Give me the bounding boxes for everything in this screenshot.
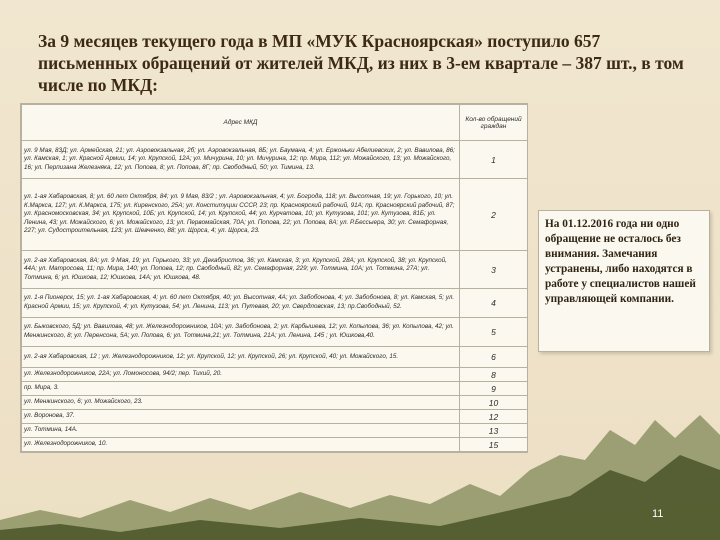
count-cell: 10: [460, 396, 528, 410]
status-note-text: На 01.12.2016 года ни одно обращение не осталось без внимания. Замечания устранены, либо находятся в работе у специалистов нашей управляющей компании.: [545, 218, 696, 305]
table-row: [22, 289, 528, 318]
address-cell: ул. 2-ая Хабаровская, 12 ; ул. Железнодорожников, 12; ул. Крупской, 12; ул. Крупской, 26; ул. Крупской, 40; ул. Можайского, 15.: [22, 347, 460, 368]
complaints-table: [21, 104, 528, 452]
table-row: [22, 141, 528, 179]
table-header-row: [22, 105, 528, 141]
header-count: Кол-во обращений граждан: [460, 105, 528, 141]
count-cell: 5: [460, 318, 528, 347]
table-row: [22, 410, 528, 424]
table-row: [22, 424, 528, 438]
table-row: [22, 179, 528, 251]
header-address: Адрес МКД: [22, 105, 460, 141]
count-cell: 3: [460, 251, 528, 289]
count-cell: 9: [460, 382, 528, 396]
address-cell: ул. Воронова, 37.: [22, 410, 460, 424]
count-cell: 1: [460, 141, 528, 179]
count-cell: 6: [460, 347, 528, 368]
address-cell: ул. 2-ая Хабаровская, 8А; ул. 9 Мая, 19; ул. Горького, 33; ул. Декабристов, 36; ул. Камская, 3; ул. Крупской, 28А; ул. Крупской, 38; ул. Крупской, 44А; ул. Матросова, 11; пр. Мира, 140; ул. Попова, 12; пр. Свободный, 82; ул. Семафорная, 229; ул. Тотмина, 10А; ул. Тотмина, 27А; ул. Тотмина, 6; ул. Юшкова, 12; Юшкова, 14А; ул. Юшкова, 48.: [22, 251, 460, 289]
address-cell: ул. Быковского, 5Д; ул. Вавилова, 48; ул. Железнодорожников, 10А; ул. Забобонова, 2; ул. Карбышева, 12; ул. Копылова, 36; ул. Копылова, 42; ул. Менжинского, 8; ул. Перенсона, 5А; ул. Попова, 6; ул. Тотмина,21; ул. Тотмина, 21А; ул. Ленина, 145 ; ул. Юшкова,40.: [22, 318, 460, 347]
slide-title: За 9 месяцев текущего года в МП «МУК Красноярская» поступило 657 письменных обращений от жителей МКД, из них в 3-ем квартале – 387 шт., в том числе по МКД:: [38, 31, 684, 95]
count-cell: 12: [460, 410, 528, 424]
table-row: [22, 347, 528, 368]
address-cell: пр. Мира, 3.: [22, 382, 460, 396]
table-row: [22, 438, 528, 452]
status-note-box: [538, 210, 710, 352]
count-cell: 15: [460, 438, 528, 452]
page-number: 11: [652, 508, 664, 520]
count-cell: 8: [460, 368, 528, 382]
table-row: [22, 368, 528, 382]
address-cell: ул. Железнодорожников, 22А; ул. Ломоносова, 94/2; пер. Тихий, 20.: [22, 368, 460, 382]
count-cell: 2: [460, 179, 528, 251]
table-row: [22, 396, 528, 410]
table-row: [22, 251, 528, 289]
address-cell: ул. Тотмина, 14А.: [22, 424, 460, 438]
address-cell: ул. Менжинского, 6; ул. Можайского, 23.: [22, 396, 460, 410]
table-row: [22, 318, 528, 347]
count-cell: 4: [460, 289, 528, 318]
complaints-table-container: [20, 103, 528, 453]
address-cell: ул. 1-ая Хабаровская, 8; ул. 60 лет Октября, 84; ул. 9 Мая, 83/2 ; ул. Аэровокзальная, 4; ул. Богрода, 118; ул. Высотная, 19; ул. Горького, 10; ул. К.Маркса, 127; ул. К.Маркса, 175; ул. Киренского, 25А; ул. Конституции СССР, 23; пр. Красноярский рабочий, 91А; пр. Красноярский рабочий, 87; ул. Красномосковская, 34; ул. Крупской, 10Б; ул. Крупской, 14; ул. Крупской, 44; ул. Курчатова, 10; ул. Кутузова, 101; ул. Кутузова, 81Б; ул. Ленина, 43; ул. Можайского, 6; ул. Можайского, 13; ул. Первомайская, 70А; ул. Попова, 22; ул. Попова, 8А; ул. Р.Бессыера, 30; ул. Семафорная, 227; ул. Судостроительная, 123; ул. Шевченко, 88; ул. Щорса, 4; ул. Щорса, 23.: [22, 179, 460, 251]
address-cell: ул. 1-я Пионерск, 15; ул. 1-ая Хабаровская, 4; ул. 60 лет Октября, 40; ул. Высотная, 4А; ул. Забобонова, 4; ул. Забобонова, 8; ул. Камская, 5; ул. Красной Армии, 15; ул. Крупской, 4; ул. Кутузова, 54; ул. Ленина, 113; ул. Путевая, 20; ул. Свердловская, 13; пр.Свободный, 52.: [22, 289, 460, 318]
count-cell: 13: [460, 424, 528, 438]
address-cell: ул. 9 Мая, 83Д; ул. Армейская, 21; ул. Аэровокзальная, 2б; ул. Аэровокзальная, 8Б; ул. Баумана, 4; ул. Ержоньки Абелиевских, 2; ул. Вавилова, 86; ул. Камская, 1; ул. Красной Армии, 14; ул. Крупской, 12А; ул. Мичурина, 10; ул. Мичурина, 12; пр. Мира, 112; ул. Можайского, 13; ул. Можайского, 16; ул. Перпизана Железняка, 12; ул. Попова, 8; ул. Попова, 8Г; пр. Свободный, 50; ул. Тимина, 13.: [22, 141, 460, 179]
table-row: [22, 382, 528, 396]
address-cell: ул. Железнодорожников, 10.: [22, 438, 460, 452]
